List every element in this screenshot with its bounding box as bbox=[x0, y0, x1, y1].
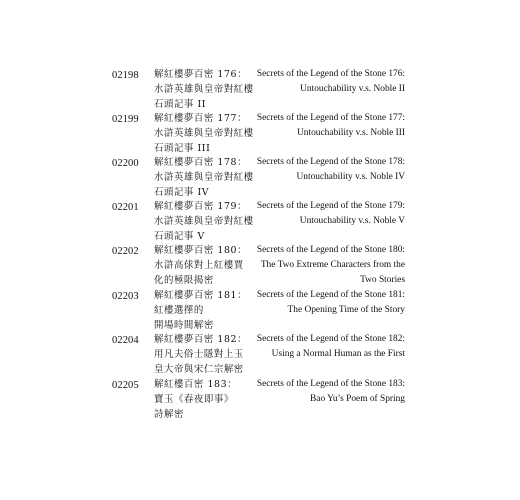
entry-number: 02205 bbox=[112, 380, 139, 391]
chinese-title-line: 解紅樓夢百密 181： bbox=[154, 290, 248, 301]
catalog-entry bbox=[0, 199, 520, 243]
entry-number: 02204 bbox=[112, 335, 139, 346]
entry-english-title bbox=[245, 243, 405, 288]
chinese-title-line: 水滸英雄與皇帝對紅樓 bbox=[154, 84, 254, 95]
entry-english-title bbox=[245, 332, 405, 362]
english-title-line: Untouchability v.s. Noble V bbox=[299, 216, 405, 226]
chinese-title-line: 紅樓選擇的 bbox=[154, 305, 204, 316]
entry-chinese-title bbox=[154, 111, 254, 156]
catalog-entry bbox=[0, 288, 520, 332]
chinese-title-line: 水滸英雄與皇帝對紅樓 bbox=[154, 172, 254, 183]
entry-chinese-title bbox=[154, 67, 254, 112]
english-title-line: Untouchability v.s. Noble II bbox=[300, 84, 405, 94]
chinese-title-line: 化的極限揭密 bbox=[154, 275, 214, 286]
entry-english-title bbox=[245, 288, 405, 318]
entry-number: 02202 bbox=[112, 246, 139, 257]
english-title-line: Secrets of the Legend of the Stone 177: bbox=[256, 113, 405, 123]
catalog-entry bbox=[0, 155, 520, 199]
english-title-line: Secrets of the Legend of the Stone 178: bbox=[256, 157, 405, 167]
chinese-title-line: 解紅樓夢百密 182： bbox=[154, 334, 248, 345]
entry-list bbox=[0, 67, 520, 422]
entry-chinese-title bbox=[154, 243, 254, 288]
entry-chinese-title bbox=[154, 288, 254, 333]
entry-number: 02201 bbox=[112, 202, 139, 213]
chinese-title-line: 解紅樓夢百密 178： bbox=[154, 157, 248, 168]
chinese-title-line: 解紅樓夢百密 179： bbox=[154, 201, 248, 212]
chinese-title-line: 用凡夫俗士隱對上玉 bbox=[154, 349, 244, 360]
english-title-line: Secrets of the Legend of the Stone 182: bbox=[256, 334, 405, 344]
chinese-title-line: 開場時間解密 bbox=[154, 320, 214, 331]
english-title-line: Bao Yu’s Poem of Spring bbox=[310, 394, 405, 404]
english-title-line: The Opening Time of the Story bbox=[287, 305, 405, 315]
entry-english-title bbox=[245, 155, 405, 185]
english-title-line: Secrets of the Legend of the Stone 176: bbox=[256, 69, 405, 79]
catalog-entry bbox=[0, 243, 520, 288]
english-title-line: Secrets of the Legend of the Stone 181: bbox=[256, 290, 405, 300]
entry-number: 02200 bbox=[112, 158, 139, 169]
chinese-title-line: 解紅樓夢百密 176： bbox=[154, 69, 248, 80]
english-title-line: Secrets of the Legend of the Stone 183: bbox=[256, 379, 405, 389]
entry-english-title bbox=[245, 199, 405, 229]
entry-chinese-title bbox=[154, 199, 254, 244]
chinese-title-line: 石頭記事 V bbox=[154, 231, 205, 242]
entry-chinese-title bbox=[154, 377, 254, 422]
english-title-line: The Two Extreme Characters from the bbox=[260, 260, 405, 270]
english-title-line: Secrets of the Legend of the Stone 180: bbox=[256, 245, 405, 255]
chinese-title-line: 水滸英雄與皇帝對紅樓 bbox=[154, 128, 254, 139]
entry-number: 02198 bbox=[112, 70, 139, 81]
catalog-entry bbox=[0, 332, 520, 377]
chinese-title-line: 詩解密 bbox=[154, 409, 184, 420]
entry-english-title bbox=[245, 67, 405, 97]
entry-chinese-title bbox=[154, 155, 254, 200]
chinese-title-line: 石頭記事 II bbox=[154, 99, 207, 110]
catalog-entry bbox=[0, 111, 520, 155]
entry-number: 02199 bbox=[112, 114, 139, 125]
chinese-title-line: 解紅樓百密 183： bbox=[154, 379, 238, 390]
chinese-title-line: 解紅樓夢百密 180： bbox=[154, 245, 248, 256]
english-title-line: Using a Normal Human as the First bbox=[271, 349, 405, 359]
chinese-title-line: 石頭記事 IV bbox=[154, 187, 210, 198]
catalog-entry bbox=[0, 67, 520, 111]
english-title-line: Untouchability v.s. Noble IV bbox=[296, 172, 405, 182]
entry-english-title bbox=[245, 377, 405, 407]
english-title-line: Untouchability v.s. Noble III bbox=[297, 128, 405, 138]
chinese-title-line: 水滸高俅對上紅樓賈 bbox=[154, 260, 244, 271]
chinese-title-line: 皇大帝與宋仁宗解密 bbox=[154, 364, 244, 375]
entry-number: 02203 bbox=[112, 291, 139, 302]
chinese-title-line: 解紅樓夢百密 177： bbox=[154, 113, 248, 124]
english-title-line: Secrets of the Legend of the Stone 179: bbox=[256, 201, 405, 211]
entry-english-title bbox=[245, 111, 405, 141]
entry-chinese-title bbox=[154, 332, 254, 377]
catalog-entry bbox=[0, 377, 520, 422]
chinese-title-line: 寶玉《春夜即事》 bbox=[154, 394, 234, 405]
english-title-line: Two Stories bbox=[360, 275, 405, 285]
chinese-title-line: 水滸英雄與皇帝對紅樓 bbox=[154, 216, 254, 227]
chinese-title-line: 石頭記事 III bbox=[154, 143, 211, 154]
